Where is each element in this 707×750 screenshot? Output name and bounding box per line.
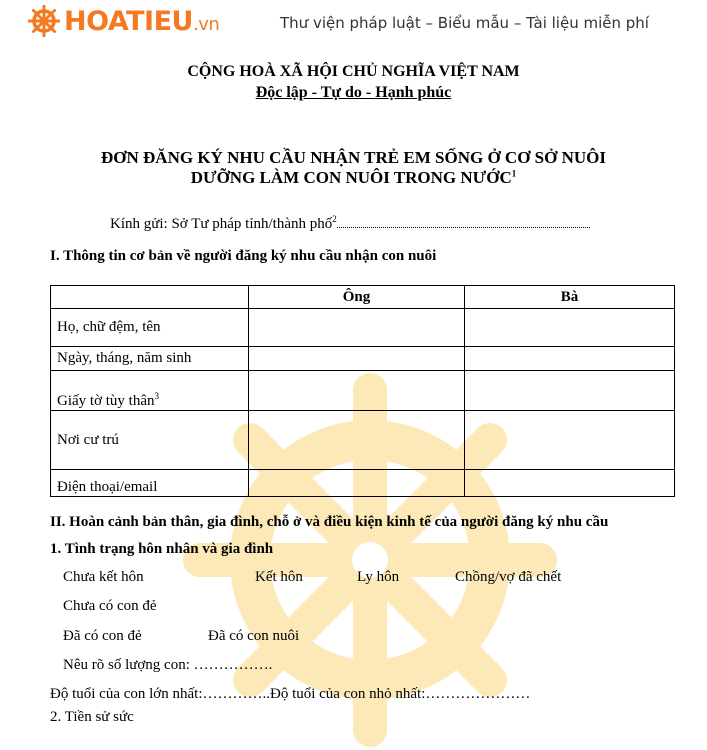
recipient-line: Kính gửi: Sở Tư pháp tỉnh/thành phố$^2$ <box>110 214 590 233</box>
table-header-ba: Bà <box>465 286 675 309</box>
site-header <box>0 0 707 46</box>
cell-ba-name[interactable] <box>465 309 675 347</box>
section2-sub1-heading: 1. Tình trạng hôn nhân và gia đình <box>50 541 274 557</box>
cell-ong-name[interactable] <box>249 309 465 347</box>
table-row <box>51 309 675 347</box>
cell-ong-residence[interactable] <box>249 411 465 470</box>
row-label-name: Họ, chữ đệm, tên <box>51 309 249 347</box>
table-row <box>51 371 675 411</box>
recipient-fill-line[interactable] <box>337 217 590 228</box>
option-divorced[interactable]: Ly hôn <box>357 569 400 585</box>
footnote-marker: 3 <box>154 391 159 401</box>
cell-ba-contact[interactable] <box>465 470 675 497</box>
table-row <box>51 470 675 497</box>
applicant-info-table <box>50 285 675 497</box>
cell-ba-residence[interactable] <box>465 411 675 470</box>
children-count-line[interactable]: Nêu rõ số lượng con: ……………. <box>63 657 273 673</box>
option-has-children[interactable]: Đã có con đẻ <box>63 628 142 644</box>
children-age-line[interactable]: Độ tuổi của con lớn nhất:…………..Độ tuổi của con nhỏ nhất:………………… <box>50 686 531 702</box>
footnote-marker: 2 <box>332 214 337 224</box>
option-no-children[interactable]: Chưa có con đẻ <box>63 598 157 614</box>
cell-ong-contact[interactable] <box>249 470 465 497</box>
table-header-empty <box>51 286 249 309</box>
option-married[interactable]: Kết hôn <box>255 569 303 585</box>
section2-heading: II. Hoàn cảnh bản thân, gia đình, chỗ ở và điều kiện kinh tế của người đăng ký nhu cầu <box>50 514 609 530</box>
nation-heading: CỘNG HOÀ XÃ HỘI CHỦ NGHĨA VIỆT NAM <box>187 63 520 80</box>
table-row <box>51 411 675 470</box>
option-single[interactable]: Chưa kết hôn <box>63 569 144 585</box>
section2-sub2-heading: 2. Tiền sử sức <box>50 709 134 725</box>
section1-heading: I. Thông tin cơ bản về người đăng ký nhu cầu nhận con nuôi <box>50 248 437 264</box>
logo-text: HOATIEU.vn <box>64 5 220 37</box>
cell-ba-dob[interactable] <box>465 347 675 371</box>
cell-ba-id-doc[interactable] <box>465 371 675 411</box>
form-title-line2: DƯỠNG LÀM CON NUÔI TRONG NƯỚC$^1$ <box>190 168 517 187</box>
row-label-id-doc: Giấy tờ tùy thân$^3$ <box>51 371 249 411</box>
tagline: Thư viện pháp luật – Biểu mẫu – Tài liệu miễn phí <box>280 14 649 32</box>
form-title-line1: ĐƠN ĐĂNG KÝ NHU CẦU NHẬN TRẺ EM SỐNG Ở CƠ SỞ NUÔI <box>101 148 606 167</box>
option-widowed[interactable]: Chồng/vợ đã chết <box>455 569 562 585</box>
row-label-contact: Điện thoại/email <box>51 470 249 497</box>
table-header-row <box>51 286 675 309</box>
cell-ong-dob[interactable] <box>249 347 465 371</box>
option-has-adopted[interactable]: Đã có con nuôi <box>208 628 300 644</box>
row-label-dob: Ngày, tháng, năm sinh <box>51 347 249 371</box>
helm-logo-icon <box>28 5 60 37</box>
cell-ong-id-doc[interactable] <box>249 371 465 411</box>
table-header-ong: Ông <box>249 286 465 309</box>
row-label-residence: Nơi cư trú <box>51 411 249 470</box>
logo[interactable] <box>28 5 219 37</box>
footnote-marker: 1 <box>511 168 517 179</box>
table-row <box>51 347 675 371</box>
motto: Độc lập - Tự do - Hạnh phúc <box>255 84 452 101</box>
